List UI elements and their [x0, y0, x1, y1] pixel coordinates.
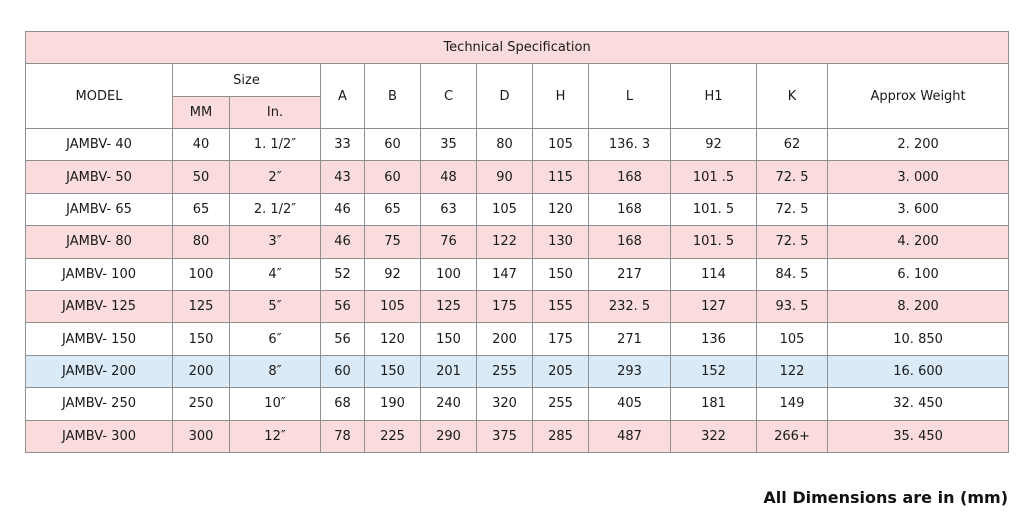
cell-c: 63 [421, 193, 477, 225]
dimensions-footnote: All Dimensions are in (mm) [763, 488, 1008, 507]
cell-l: 217 [589, 258, 671, 290]
cell-weight: 35. 450 [828, 420, 1009, 452]
cell-l: 487 [589, 420, 671, 452]
cell-model: JAMBV- 150 [26, 323, 173, 355]
cell-d: 200 [477, 323, 533, 355]
cell-l: 293 [589, 355, 671, 387]
cell-l: 168 [589, 161, 671, 193]
cell-l: 136. 3 [589, 129, 671, 161]
cell-model: JAMBV- 40 [26, 129, 173, 161]
cell-weight: 10. 850 [828, 323, 1009, 355]
cell-k: 93. 5 [757, 290, 828, 322]
cell-d: 80 [477, 129, 533, 161]
cell-h: 175 [533, 323, 589, 355]
cell-h: 155 [533, 290, 589, 322]
cell-mm: 200 [173, 355, 230, 387]
cell-in: 4″ [230, 258, 321, 290]
table-row [26, 420, 1009, 452]
cell-model: JAMBV- 50 [26, 161, 173, 193]
cell-a: 46 [321, 226, 365, 258]
header-k: K [757, 64, 828, 129]
cell-model: JAMBV- 65 [26, 193, 173, 225]
cell-k: 72. 5 [757, 193, 828, 225]
cell-c: 76 [421, 226, 477, 258]
cell-weight: 3. 000 [828, 161, 1009, 193]
cell-l: 405 [589, 388, 671, 420]
cell-a: 52 [321, 258, 365, 290]
table-row [26, 258, 1009, 290]
cell-k: 72. 5 [757, 226, 828, 258]
cell-mm: 300 [173, 420, 230, 452]
cell-weight: 3. 600 [828, 193, 1009, 225]
cell-model: JAMBV- 200 [26, 355, 173, 387]
header-model: MODEL [26, 64, 173, 129]
cell-in: 10″ [230, 388, 321, 420]
cell-h1: 92 [671, 129, 757, 161]
cell-in: 5″ [230, 290, 321, 322]
cell-model: JAMBV- 125 [26, 290, 173, 322]
cell-d: 105 [477, 193, 533, 225]
cell-in: 2″ [230, 161, 321, 193]
cell-d: 320 [477, 388, 533, 420]
header-mm: MM [173, 97, 230, 129]
table-row [26, 388, 1009, 420]
header-h1: H1 [671, 64, 757, 129]
cell-c: 100 [421, 258, 477, 290]
cell-weight: 6. 100 [828, 258, 1009, 290]
cell-b: 75 [365, 226, 421, 258]
header-a: A [321, 64, 365, 129]
cell-weight: 8. 200 [828, 290, 1009, 322]
table-title: Technical Specification [26, 32, 1009, 64]
cell-b: 92 [365, 258, 421, 290]
table-row [26, 161, 1009, 193]
cell-h: 150 [533, 258, 589, 290]
cell-mm: 125 [173, 290, 230, 322]
cell-b: 60 [365, 129, 421, 161]
cell-weight: 16. 600 [828, 355, 1009, 387]
cell-h1: 322 [671, 420, 757, 452]
cell-l: 232. 5 [589, 290, 671, 322]
cell-in: 1. 1/2″ [230, 129, 321, 161]
table-row [26, 355, 1009, 387]
cell-d: 255 [477, 355, 533, 387]
cell-a: 56 [321, 323, 365, 355]
cell-b: 60 [365, 161, 421, 193]
cell-mm: 65 [173, 193, 230, 225]
cell-h: 255 [533, 388, 589, 420]
cell-h1: 127 [671, 290, 757, 322]
cell-h: 115 [533, 161, 589, 193]
cell-d: 90 [477, 161, 533, 193]
cell-k: 105 [757, 323, 828, 355]
cell-l: 168 [589, 226, 671, 258]
cell-k: 266+ [757, 420, 828, 452]
cell-model: JAMBV- 300 [26, 420, 173, 452]
cell-mm: 150 [173, 323, 230, 355]
cell-h: 130 [533, 226, 589, 258]
cell-in: 3″ [230, 226, 321, 258]
cell-in: 8″ [230, 355, 321, 387]
cell-c: 125 [421, 290, 477, 322]
cell-mm: 100 [173, 258, 230, 290]
header-d: D [477, 64, 533, 129]
cell-h: 205 [533, 355, 589, 387]
cell-h1: 101 .5 [671, 161, 757, 193]
cell-a: 56 [321, 290, 365, 322]
cell-h1: 101. 5 [671, 226, 757, 258]
cell-c: 35 [421, 129, 477, 161]
cell-a: 60 [321, 355, 365, 387]
cell-weight: 32. 450 [828, 388, 1009, 420]
table-row [26, 226, 1009, 258]
table-row [26, 129, 1009, 161]
cell-h1: 114 [671, 258, 757, 290]
header-b: B [365, 64, 421, 129]
cell-b: 150 [365, 355, 421, 387]
cell-c: 150 [421, 323, 477, 355]
cell-mm: 50 [173, 161, 230, 193]
cell-h: 105 [533, 129, 589, 161]
cell-b: 190 [365, 388, 421, 420]
technical-specification-table [25, 31, 1009, 453]
cell-d: 375 [477, 420, 533, 452]
cell-d: 147 [477, 258, 533, 290]
cell-a: 33 [321, 129, 365, 161]
cell-mm: 250 [173, 388, 230, 420]
header-approx-weight: Approx Weight [828, 64, 1009, 129]
cell-b: 225 [365, 420, 421, 452]
cell-c: 290 [421, 420, 477, 452]
cell-d: 122 [477, 226, 533, 258]
cell-h: 120 [533, 193, 589, 225]
table-row [26, 323, 1009, 355]
cell-k: 62 [757, 129, 828, 161]
cell-c: 240 [421, 388, 477, 420]
cell-c: 201 [421, 355, 477, 387]
cell-b: 65 [365, 193, 421, 225]
cell-c: 48 [421, 161, 477, 193]
cell-b: 105 [365, 290, 421, 322]
cell-weight: 4. 200 [828, 226, 1009, 258]
cell-mm: 80 [173, 226, 230, 258]
cell-weight: 2. 200 [828, 129, 1009, 161]
cell-l: 271 [589, 323, 671, 355]
header-in: In. [230, 97, 321, 129]
cell-h: 285 [533, 420, 589, 452]
cell-a: 78 [321, 420, 365, 452]
cell-model: JAMBV- 80 [26, 226, 173, 258]
cell-k: 84. 5 [757, 258, 828, 290]
cell-a: 68 [321, 388, 365, 420]
cell-a: 46 [321, 193, 365, 225]
cell-d: 175 [477, 290, 533, 322]
table-row [26, 193, 1009, 225]
cell-h1: 101. 5 [671, 193, 757, 225]
cell-h1: 152 [671, 355, 757, 387]
table-body [26, 129, 1009, 453]
cell-model: JAMBV- 250 [26, 388, 173, 420]
header-size: Size [173, 64, 321, 97]
header-h: H [533, 64, 589, 129]
cell-h1: 136 [671, 323, 757, 355]
cell-h1: 181 [671, 388, 757, 420]
cell-k: 72. 5 [757, 161, 828, 193]
cell-in: 6″ [230, 323, 321, 355]
table-row [26, 290, 1009, 322]
header-c: C [421, 64, 477, 129]
cell-l: 168 [589, 193, 671, 225]
cell-a: 43 [321, 161, 365, 193]
cell-in: 2. 1/2″ [230, 193, 321, 225]
cell-k: 122 [757, 355, 828, 387]
cell-b: 120 [365, 323, 421, 355]
header-l: L [589, 64, 671, 129]
cell-model: JAMBV- 100 [26, 258, 173, 290]
cell-mm: 40 [173, 129, 230, 161]
cell-in: 12″ [230, 420, 321, 452]
cell-k: 149 [757, 388, 828, 420]
